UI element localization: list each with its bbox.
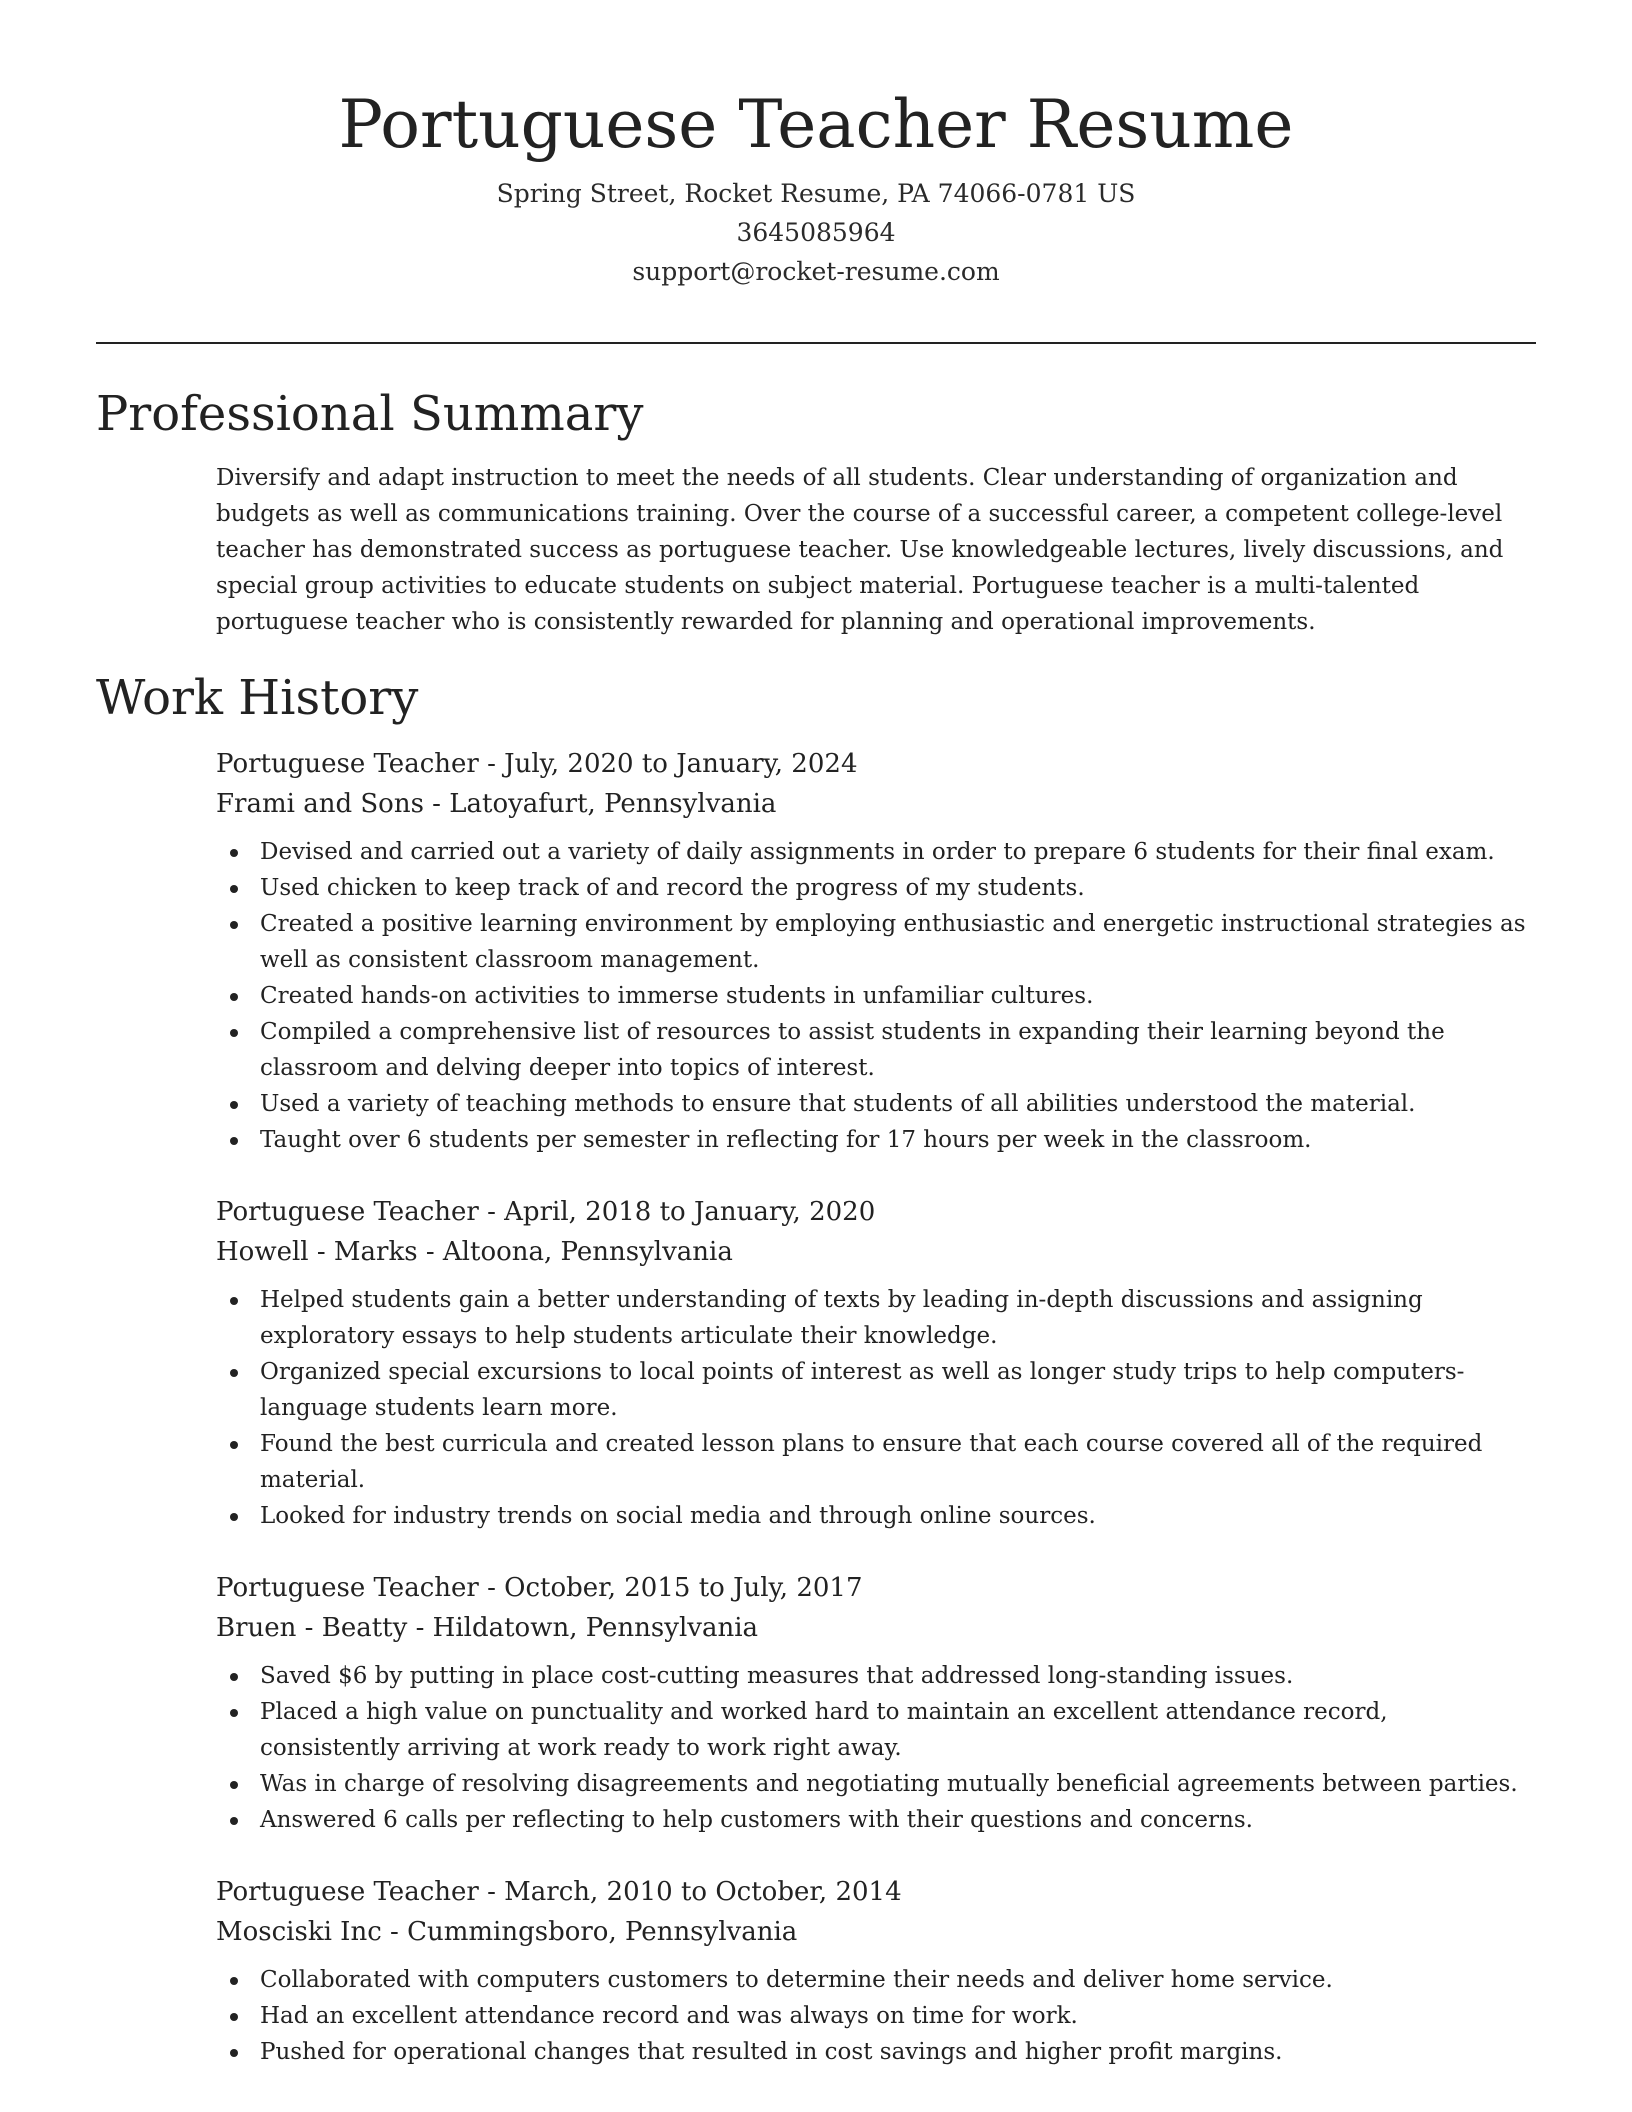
job-bullet: Created hands-on activities to immerse students in unfamiliar cultures. xyxy=(260,978,1526,1014)
job-bullet: Found the best curricula and created lesson plans to ensure that each course covered all of the required material. xyxy=(260,1426,1526,1498)
bullet-dot-icon xyxy=(230,1781,238,1789)
bullet-dot-icon xyxy=(230,1369,238,1377)
section-title-summary: Professional Summary xyxy=(96,386,644,442)
header-divider xyxy=(96,342,1536,344)
job-dates: October, 2015 to July, 2017 xyxy=(504,1573,863,1603)
bullet-dot-icon xyxy=(230,1441,238,1449)
job-bullet: Answered 6 calls per reflecting to help customers with their questions and concerns. xyxy=(260,1802,1526,1838)
bullet-dot-icon xyxy=(230,993,238,1001)
contact-address: Spring Street, Rocket Resume, PA 74066-0781 US xyxy=(496,179,1136,208)
job-location: Cummingsboro, Pennsylvania xyxy=(407,1917,798,1947)
job-bullet: Looked for industry trends on social media and through online sources. xyxy=(260,1498,1526,1534)
bullet-dot-icon xyxy=(230,1673,238,1681)
job-bullet: Helped students gain a better understanding of texts by leading in-depth discussions and assigning exploratory essays to help students articulate their knowledge. xyxy=(260,1282,1526,1354)
job-bullet: Devised and carried out a variety of daily assignments in order to prepare 6 students for their final exam. xyxy=(260,834,1526,870)
job-company: Howell - Marks xyxy=(216,1237,418,1267)
bullet-dot-icon xyxy=(230,885,238,893)
section-title-work-history: Work History xyxy=(96,670,419,726)
job-company: Mosciski Inc xyxy=(216,1917,382,1947)
job-company: Bruen - Beatty xyxy=(216,1613,408,1643)
job-bullets xyxy=(216,1962,1526,2070)
work-history-list xyxy=(216,744,1526,2104)
bullet-dot-icon xyxy=(230,1709,238,1717)
job-company-line: Howell - Marks - Altoona, Pennsylvania xyxy=(216,1237,733,1267)
bullet-dot-icon xyxy=(230,2013,238,2021)
job-company-line: Mosciski Inc - Cummingsboro, Pennsylvania xyxy=(216,1917,798,1947)
bullet-dot-icon xyxy=(230,1513,238,1521)
bullet-dot-icon xyxy=(230,1137,238,1145)
bullet-dot-icon xyxy=(230,1977,238,1985)
job-bullet: Used chicken to keep track of and record the progress of my students. xyxy=(260,870,1526,906)
job-bullet: Pushed for operational changes that resulted in cost savings and higher profit margins. xyxy=(260,2034,1526,2070)
job-bullet: Collaborated with computers customers to determine their needs and deliver home service. xyxy=(260,1962,1526,1998)
job-company: Frami and Sons xyxy=(216,789,424,819)
job-bullets xyxy=(216,1282,1526,1534)
job-bullet: Had an excellent attendance record and was always on time for work. xyxy=(260,1998,1526,2034)
job-title-line: Portuguese Teacher - October, 2015 to July, 2017 xyxy=(216,1573,863,1603)
job-dates: April, 2018 to January, 2020 xyxy=(504,1197,876,1227)
job-entry xyxy=(216,1568,1526,1838)
bullet-dot-icon xyxy=(230,849,238,857)
bullet-dot-icon xyxy=(230,1817,238,1825)
job-bullet: Was in charge of resolving disagreements and negotiating mutually beneficial agreements between parties. xyxy=(260,1766,1526,1802)
job-bullet: Saved $6 by putting in place cost-cutting measures that addressed long-standing issues. xyxy=(260,1658,1526,1694)
contact-phone: 3645085964 xyxy=(736,218,896,247)
job-bullet: Taught over 6 students per semester in reflecting for 17 hours per week in the classroom. xyxy=(260,1122,1526,1158)
job-title: Portuguese Teacher xyxy=(216,1197,479,1227)
bullet-dot-icon xyxy=(230,1029,238,1037)
job-bullet: Compiled a comprehensive list of resources to assist students in expanding their learning beyond the classroom and delving deeper into topics of interest. xyxy=(260,1014,1526,1086)
job-title-line: Portuguese Teacher - April, 2018 to January, 2020 xyxy=(216,1197,876,1227)
job-entry xyxy=(216,1192,1526,1534)
job-title: Portuguese Teacher xyxy=(216,1877,479,1907)
bullet-dot-icon xyxy=(230,1297,238,1305)
job-title-line: Portuguese Teacher - July, 2020 to January, 2024 xyxy=(216,749,858,779)
bullet-dot-icon xyxy=(230,2049,238,2057)
job-bullet: Used a variety of teaching methods to ensure that students of all abilities understood the material. xyxy=(260,1086,1526,1122)
resume-title: Portuguese Teacher Resume xyxy=(338,86,1294,163)
job-entry xyxy=(216,1872,1526,2070)
job-title: Portuguese Teacher xyxy=(216,749,479,779)
job-bullet: Organized special excursions to local points of interest as well as longer study trips to help computers-language students learn more. xyxy=(260,1354,1526,1426)
job-bullets xyxy=(216,834,1526,1158)
job-location: Latoyafurt, Pennsylvania xyxy=(449,789,777,819)
job-bullets xyxy=(216,1658,1526,1838)
resume-header xyxy=(96,80,1536,291)
job-dates: July, 2020 to January, 2024 xyxy=(504,749,858,779)
job-location: Altoona, Pennsylvania xyxy=(442,1237,733,1267)
job-title: Portuguese Teacher xyxy=(216,1573,479,1603)
job-title-line: Portuguese Teacher - March, 2010 to October, 2014 xyxy=(216,1877,902,1907)
job-company-line: Bruen - Beatty - Hildatown, Pennsylvania xyxy=(216,1613,759,1643)
job-bullet: Placed a high value on punctuality and worked hard to maintain an excellent attendance record, consistently arriving at work ready to work right away. xyxy=(260,1694,1526,1766)
bullet-dot-icon xyxy=(230,921,238,929)
job-bullet: Created a positive learning environment by employing enthusiastic and energetic instructional strategies as well as consistent classroom management. xyxy=(260,906,1526,978)
job-dates: March, 2010 to October, 2014 xyxy=(504,1877,902,1907)
summary-text: Diversify and adapt instruction to meet the needs of all students. Clear understanding of organization and budgets as well as communications training. Over the course of a successful career, a competent college-level teacher has demonstrated success as portuguese teacher. Use knowledgeable lectures, lively discussions, and special group activities to educate students on subject material. Portuguese teacher is a multi-talented portuguese teacher who is consistently rewarded for planning and operational improvements. xyxy=(216,465,1504,635)
job-entry xyxy=(216,744,1526,1158)
contact-email: support@rocket-resume.com xyxy=(632,257,1000,286)
job-company-line: Frami and Sons - Latoyafurt, Pennsylvania xyxy=(216,789,777,819)
job-location: Hildatown, Pennsylvania xyxy=(432,1613,759,1643)
bullet-dot-icon xyxy=(230,1101,238,1109)
